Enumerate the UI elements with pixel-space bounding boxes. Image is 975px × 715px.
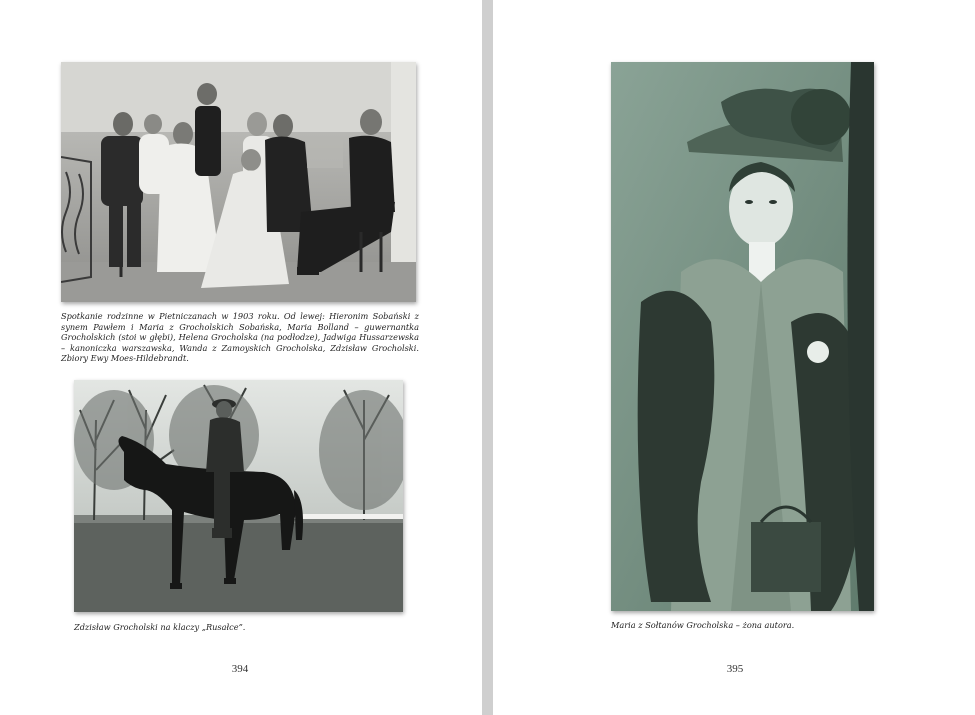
book-gutter [482, 0, 493, 715]
family-group-photo-image [61, 62, 416, 302]
horse-rider-photo [74, 380, 403, 612]
portrait-photo-image [611, 62, 874, 611]
horse-photo-caption: Zdzisław Grocholski na klaczy „Rusałce”. [74, 622, 246, 632]
page-number-left: 394 [231, 663, 249, 675]
page-number-right: 395 [726, 663, 744, 675]
family-photo-caption: Spotkanie rodzinne w Pietniczanach w 1903 roku. Od lewej: Hieronim Sobański z synem Pawłem i Maria z Grocholskich Sobańska, Maria Bolland – guwernantka Grocholskich (stoi w głębi), Helena Grocholska (na podłodze), Jadwiga Hussarzewska – kanoniczka warszawska, Wanda z Zamoyskich Grocholska, Zdzisław Grocholski. Zbiory Ewy Moes-Hildebrandt. [61, 311, 419, 364]
horse-rider-photo-image [74, 380, 403, 612]
portrait-photo [611, 62, 874, 611]
right-page [493, 0, 975, 715]
family-group-photo [61, 62, 416, 302]
portrait-photo-caption: Maria z Sołtanów Grocholska – żona autora. [611, 620, 795, 630]
left-page [0, 0, 482, 715]
